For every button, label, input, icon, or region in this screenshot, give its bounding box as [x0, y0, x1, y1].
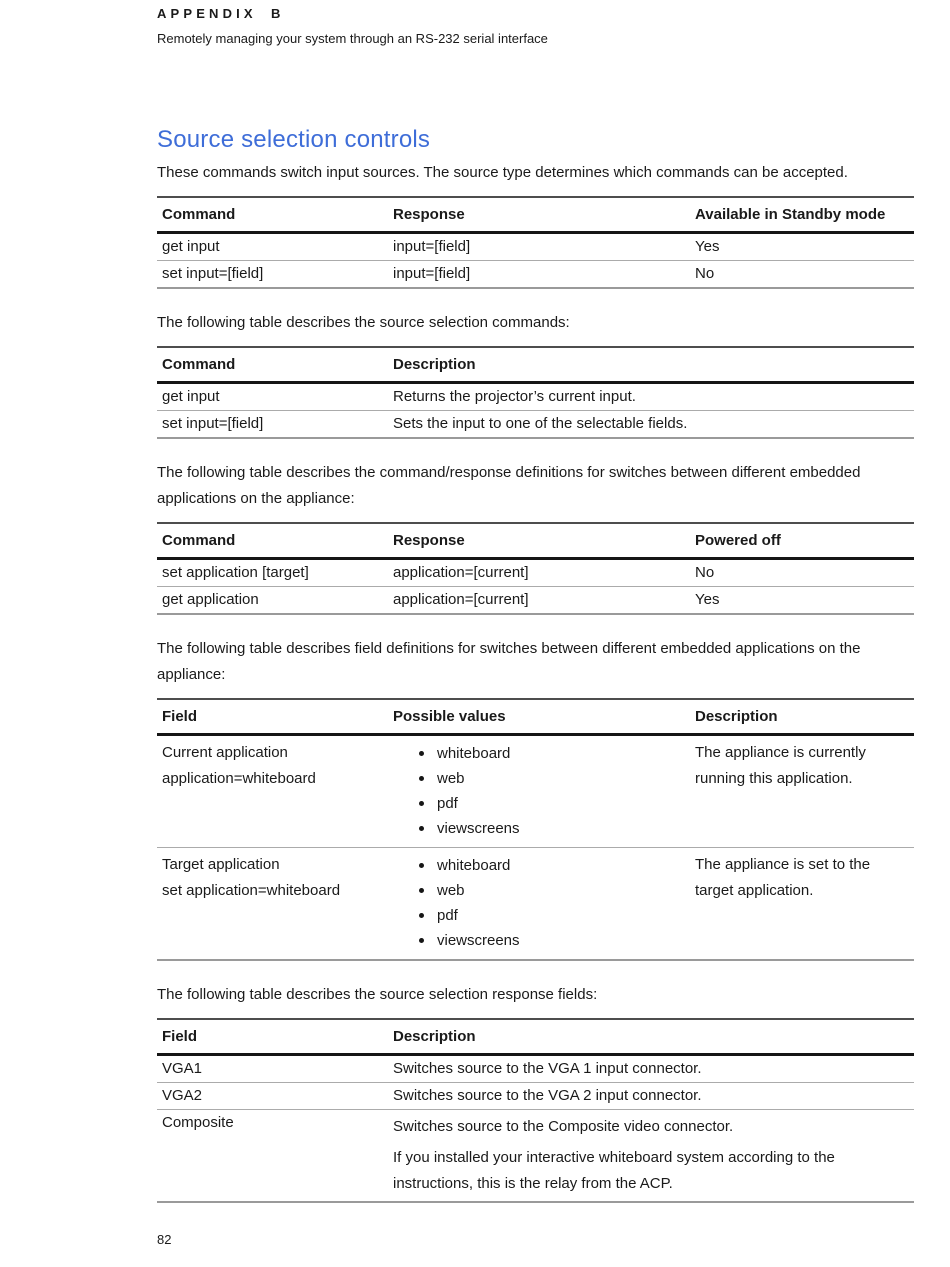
list-item: pdf: [419, 791, 680, 816]
command-response-paragraph: The following table describes the command/response definitions for switches between different embedded applications on the appliance:: [157, 464, 861, 507]
cell-description: Switches source to the VGA 1 input connector.: [393, 1060, 702, 1077]
cell-response: application=[current]: [393, 591, 529, 608]
list-item: viewscreens: [419, 816, 680, 841]
source-commands-table: [157, 346, 914, 439]
field-definitions-paragraph: The following table describes field definitions for switches between different embedded applications on the appliance:: [157, 640, 861, 683]
field-syntax: set application=whiteboard: [162, 882, 341, 899]
response-fields-table: [157, 1018, 914, 1203]
table-row: [157, 383, 914, 411]
cell-possible-values: [388, 848, 690, 961]
table-row: [157, 233, 914, 261]
table-row: [157, 559, 914, 587]
standby-availability-table: [157, 196, 914, 289]
list-item: web: [419, 766, 680, 791]
cell-field: VGA2: [162, 1087, 203, 1104]
cell-description: Returns the projector’s current input.: [393, 388, 636, 405]
column-header-description: Description: [393, 356, 476, 373]
cell-description: [388, 1110, 914, 1203]
page-title: Source selection controls: [157, 126, 431, 153]
table-header-row: [157, 347, 914, 383]
table-header-row: [157, 699, 914, 735]
cell-standby: Yes: [695, 238, 720, 255]
cell-powered-off: No: [695, 564, 715, 581]
cell-command: set input=[field]: [162, 415, 264, 432]
description-text: The appliance is currently running this application.: [695, 744, 866, 787]
description-text: If you installed your interactive whiteboard system according to the instructions, this is the relay from the ACP.: [393, 1149, 835, 1192]
cell-response: input=[field]: [393, 265, 471, 282]
column-header-standby: Available in Standby mode: [695, 206, 886, 223]
list-item: web: [419, 878, 680, 903]
intro-paragraph: These commands switch input sources. The source type determines which commands can be accepted.: [157, 164, 848, 181]
table-header-row: [157, 523, 914, 559]
field-name: Current application: [162, 744, 288, 761]
cell-description: [690, 735, 914, 848]
column-header-description: Description: [695, 708, 778, 725]
appendix-label: APPENDIX B: [157, 6, 285, 21]
cell-field: Composite: [162, 1114, 234, 1131]
page-number: 82: [157, 1232, 172, 1247]
column-header-field: Field: [162, 708, 198, 725]
table-row: [157, 1110, 914, 1203]
cell-command: get input: [162, 388, 220, 405]
cell-description: [690, 848, 914, 961]
column-header-command: Command: [162, 206, 236, 223]
column-header-powered-off: Powered off: [695, 532, 781, 549]
column-header-command: Command: [162, 356, 236, 373]
field-name: Target application: [162, 856, 280, 873]
column-header-description: Description: [393, 1028, 476, 1045]
cell-command: get input: [162, 238, 220, 255]
table-row: [157, 261, 914, 289]
appendix-subtitle: Remotely managing your system through an RS-232 serial interface: [157, 31, 548, 46]
table-row: [157, 848, 914, 961]
column-header-response: Response: [393, 532, 465, 549]
cell-command: get application: [162, 591, 259, 608]
column-header-possible-values: Possible values: [393, 708, 506, 725]
cell-possible-values: [388, 735, 690, 848]
table-header-row: [157, 1019, 914, 1055]
field-syntax: application=whiteboard: [162, 770, 316, 787]
list-item: viewscreens: [419, 928, 680, 953]
table-header-row: [157, 197, 914, 233]
cell-standby: No: [695, 265, 715, 282]
cell-response: application=[current]: [393, 564, 529, 581]
table-row: [157, 1055, 914, 1083]
document-page: [157, 0, 914, 1203]
table-row: [157, 1083, 914, 1110]
possible-values-list: [419, 853, 680, 953]
possible-values-list: [419, 741, 680, 841]
cell-command: set input=[field]: [162, 265, 264, 282]
cell-field: [157, 735, 388, 848]
table-row: [157, 587, 914, 615]
cell-powered-off: Yes: [695, 591, 720, 608]
list-item: whiteboard: [419, 741, 680, 766]
cell-response: input=[field]: [393, 238, 471, 255]
table-row: [157, 411, 914, 439]
table-row: [157, 735, 914, 848]
column-header-command: Command: [162, 532, 236, 549]
description-text: The appliance is set to the target application.: [695, 856, 871, 899]
source-commands-paragraph: The following table describes the source selection commands:: [157, 314, 570, 331]
cell-command: set application [target]: [162, 564, 309, 581]
cell-field: VGA1: [162, 1060, 203, 1077]
running-header: [157, 0, 914, 46]
response-fields-paragraph: The following table describes the source selection response fields:: [157, 986, 598, 1003]
list-item: whiteboard: [419, 853, 680, 878]
cell-description: Switches source to the VGA 2 input connector.: [393, 1087, 702, 1104]
column-header-field: Field: [162, 1028, 198, 1045]
list-item: pdf: [419, 903, 680, 928]
cell-field: [157, 848, 388, 961]
cell-description: Sets the input to one of the selectable fields.: [393, 415, 688, 432]
description-text: Switches source to the Composite video connector.: [393, 1118, 734, 1135]
column-header-response: Response: [393, 206, 465, 223]
field-definitions-table: [157, 698, 914, 961]
application-switch-table: [157, 522, 914, 615]
